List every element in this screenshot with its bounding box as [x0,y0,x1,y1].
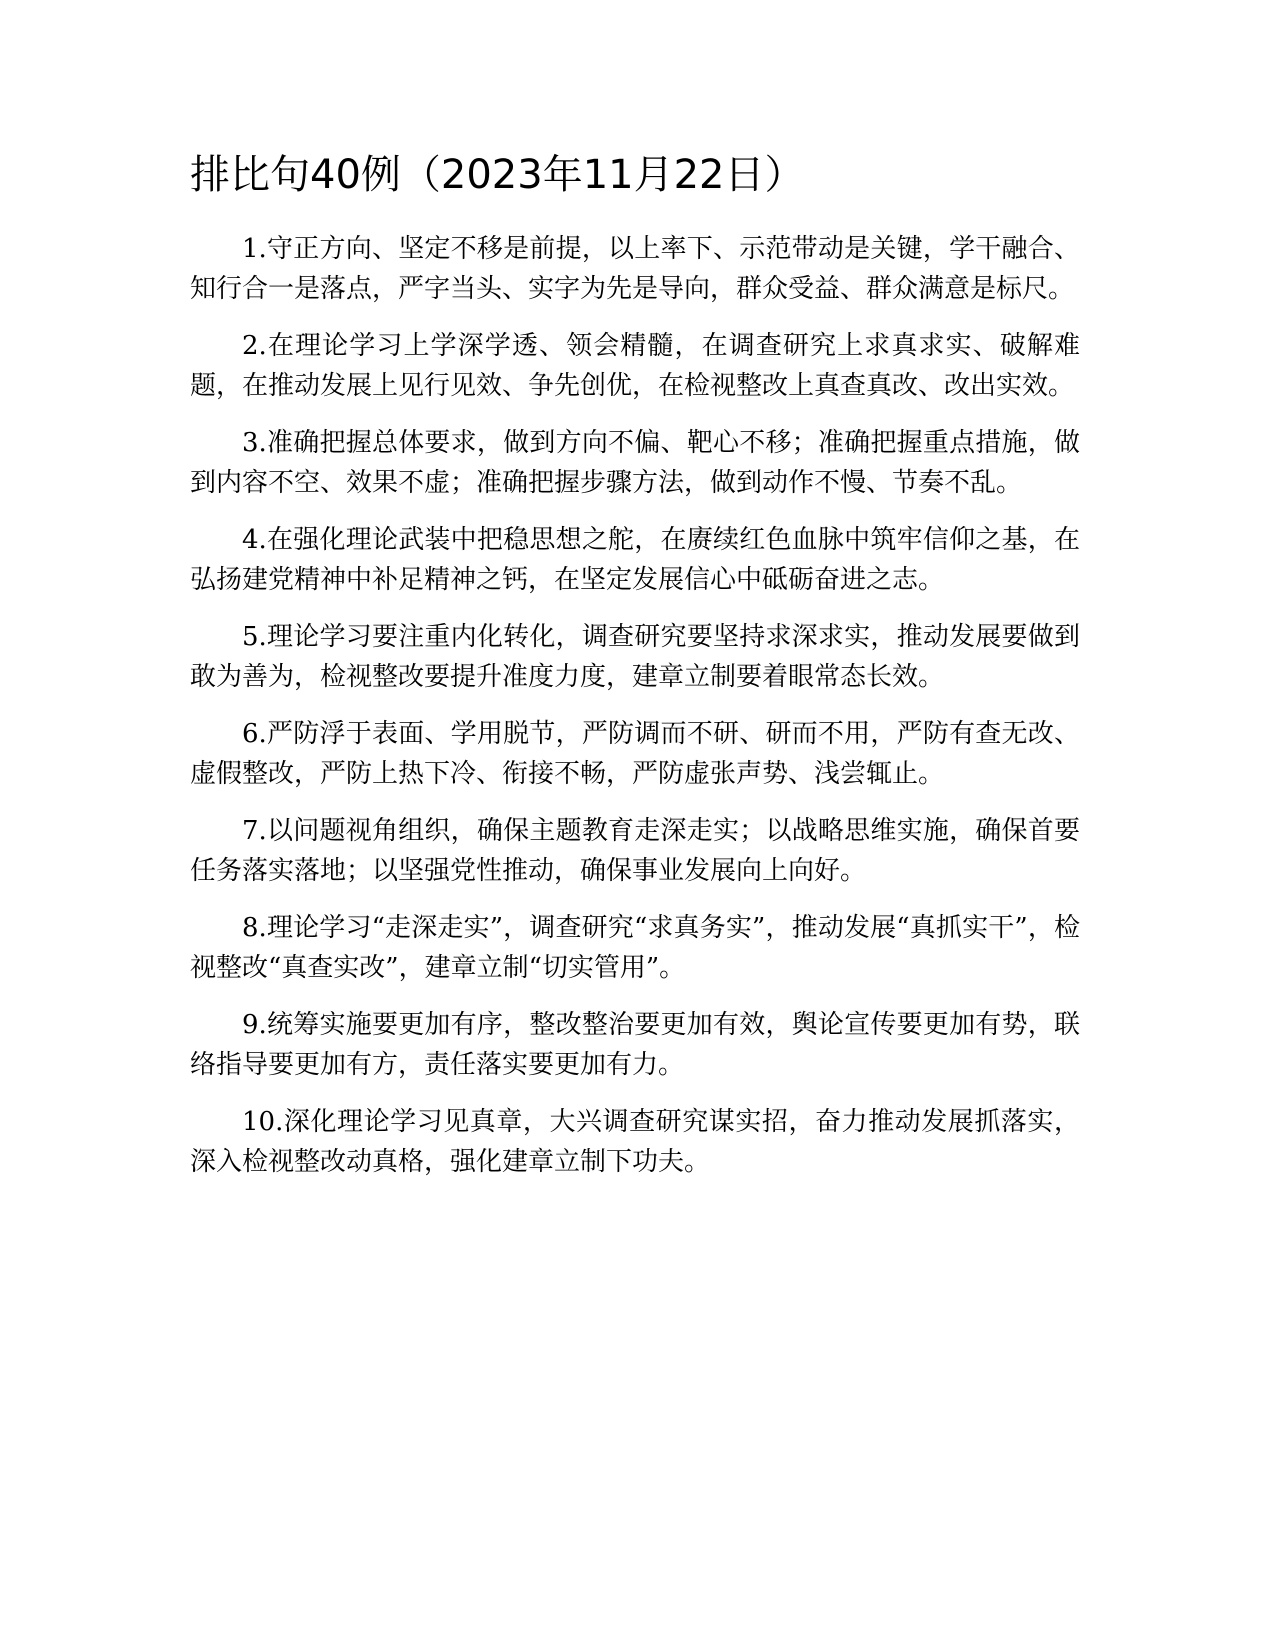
list-item: 8.理论学习“走深走实”，调查研究“求真务实”，推动发展“真抓实干”，检视整改“真查实改”，建章立制“切实管用”。 [190,913,1080,983]
list-item: 9.统筹实施要更加有序，整改整治要更加有效，舆论宣传要更加有势，联络指导要更加有方，责任落实要更加有力。 [190,1010,1080,1080]
document-title: 排比句40例（2023年11月22日） [190,152,805,198]
list-item: 4.在强化理论武装中把稳思想之舵，在赓续红色血脉中筑牢信仰之基，在弘扬建党精神中补足精神之钙，在坚定发展信心中砥砺奋进之志。 [190,525,1080,595]
list-item: 3.准确把握总体要求，做到方向不偏、靶心不移；准确把握重点措施，做到内容不空、效果不虚；准确把握步骤方法，做到动作不慢、节奏不乱。 [190,428,1080,498]
list-item: 2.在理论学习上学深学透、领会精髓，在调查研究上求真求实、破解难题，在推动发展上见行见效、争先创优，在检视整改上真查真改、改出实效。 [190,331,1080,401]
list-item: 5.理论学习要注重内化转化，调查研究要坚持求深求实，推动发展要做到敢为善为，检视整改要提升准度力度，建章立制要着眼常态长效。 [190,622,1080,692]
list-item: 10.深化理论学习见真章，大兴调查研究谋实招，奋力推动发展抓落实，深入检视整改动真格，强化建章立制下功夫。 [190,1107,1080,1177]
document-page [190,145,1080,1199]
list-item: 7.以问题视角组织，确保主题教育走深走实；以战略思维实施，确保首要任务落实落地；以坚强党性推动，确保事业发展向上向好。 [190,816,1080,886]
list-item: 6.严防浮于表面、学用脱节，严防调而不研、研而不用，严防有查无改、虚假整改，严防上热下冷、衔接不畅，严防虚张声势、浅尝辄止。 [190,719,1080,789]
list-item: 1.守正方向、坚定不移是前提，以上率下、示范带动是关键，学干融合、知行合一是落点，严字当头、实字为先是导向，群众受益、群众满意是标尺。 [190,234,1080,304]
item-list [190,229,1080,1182]
